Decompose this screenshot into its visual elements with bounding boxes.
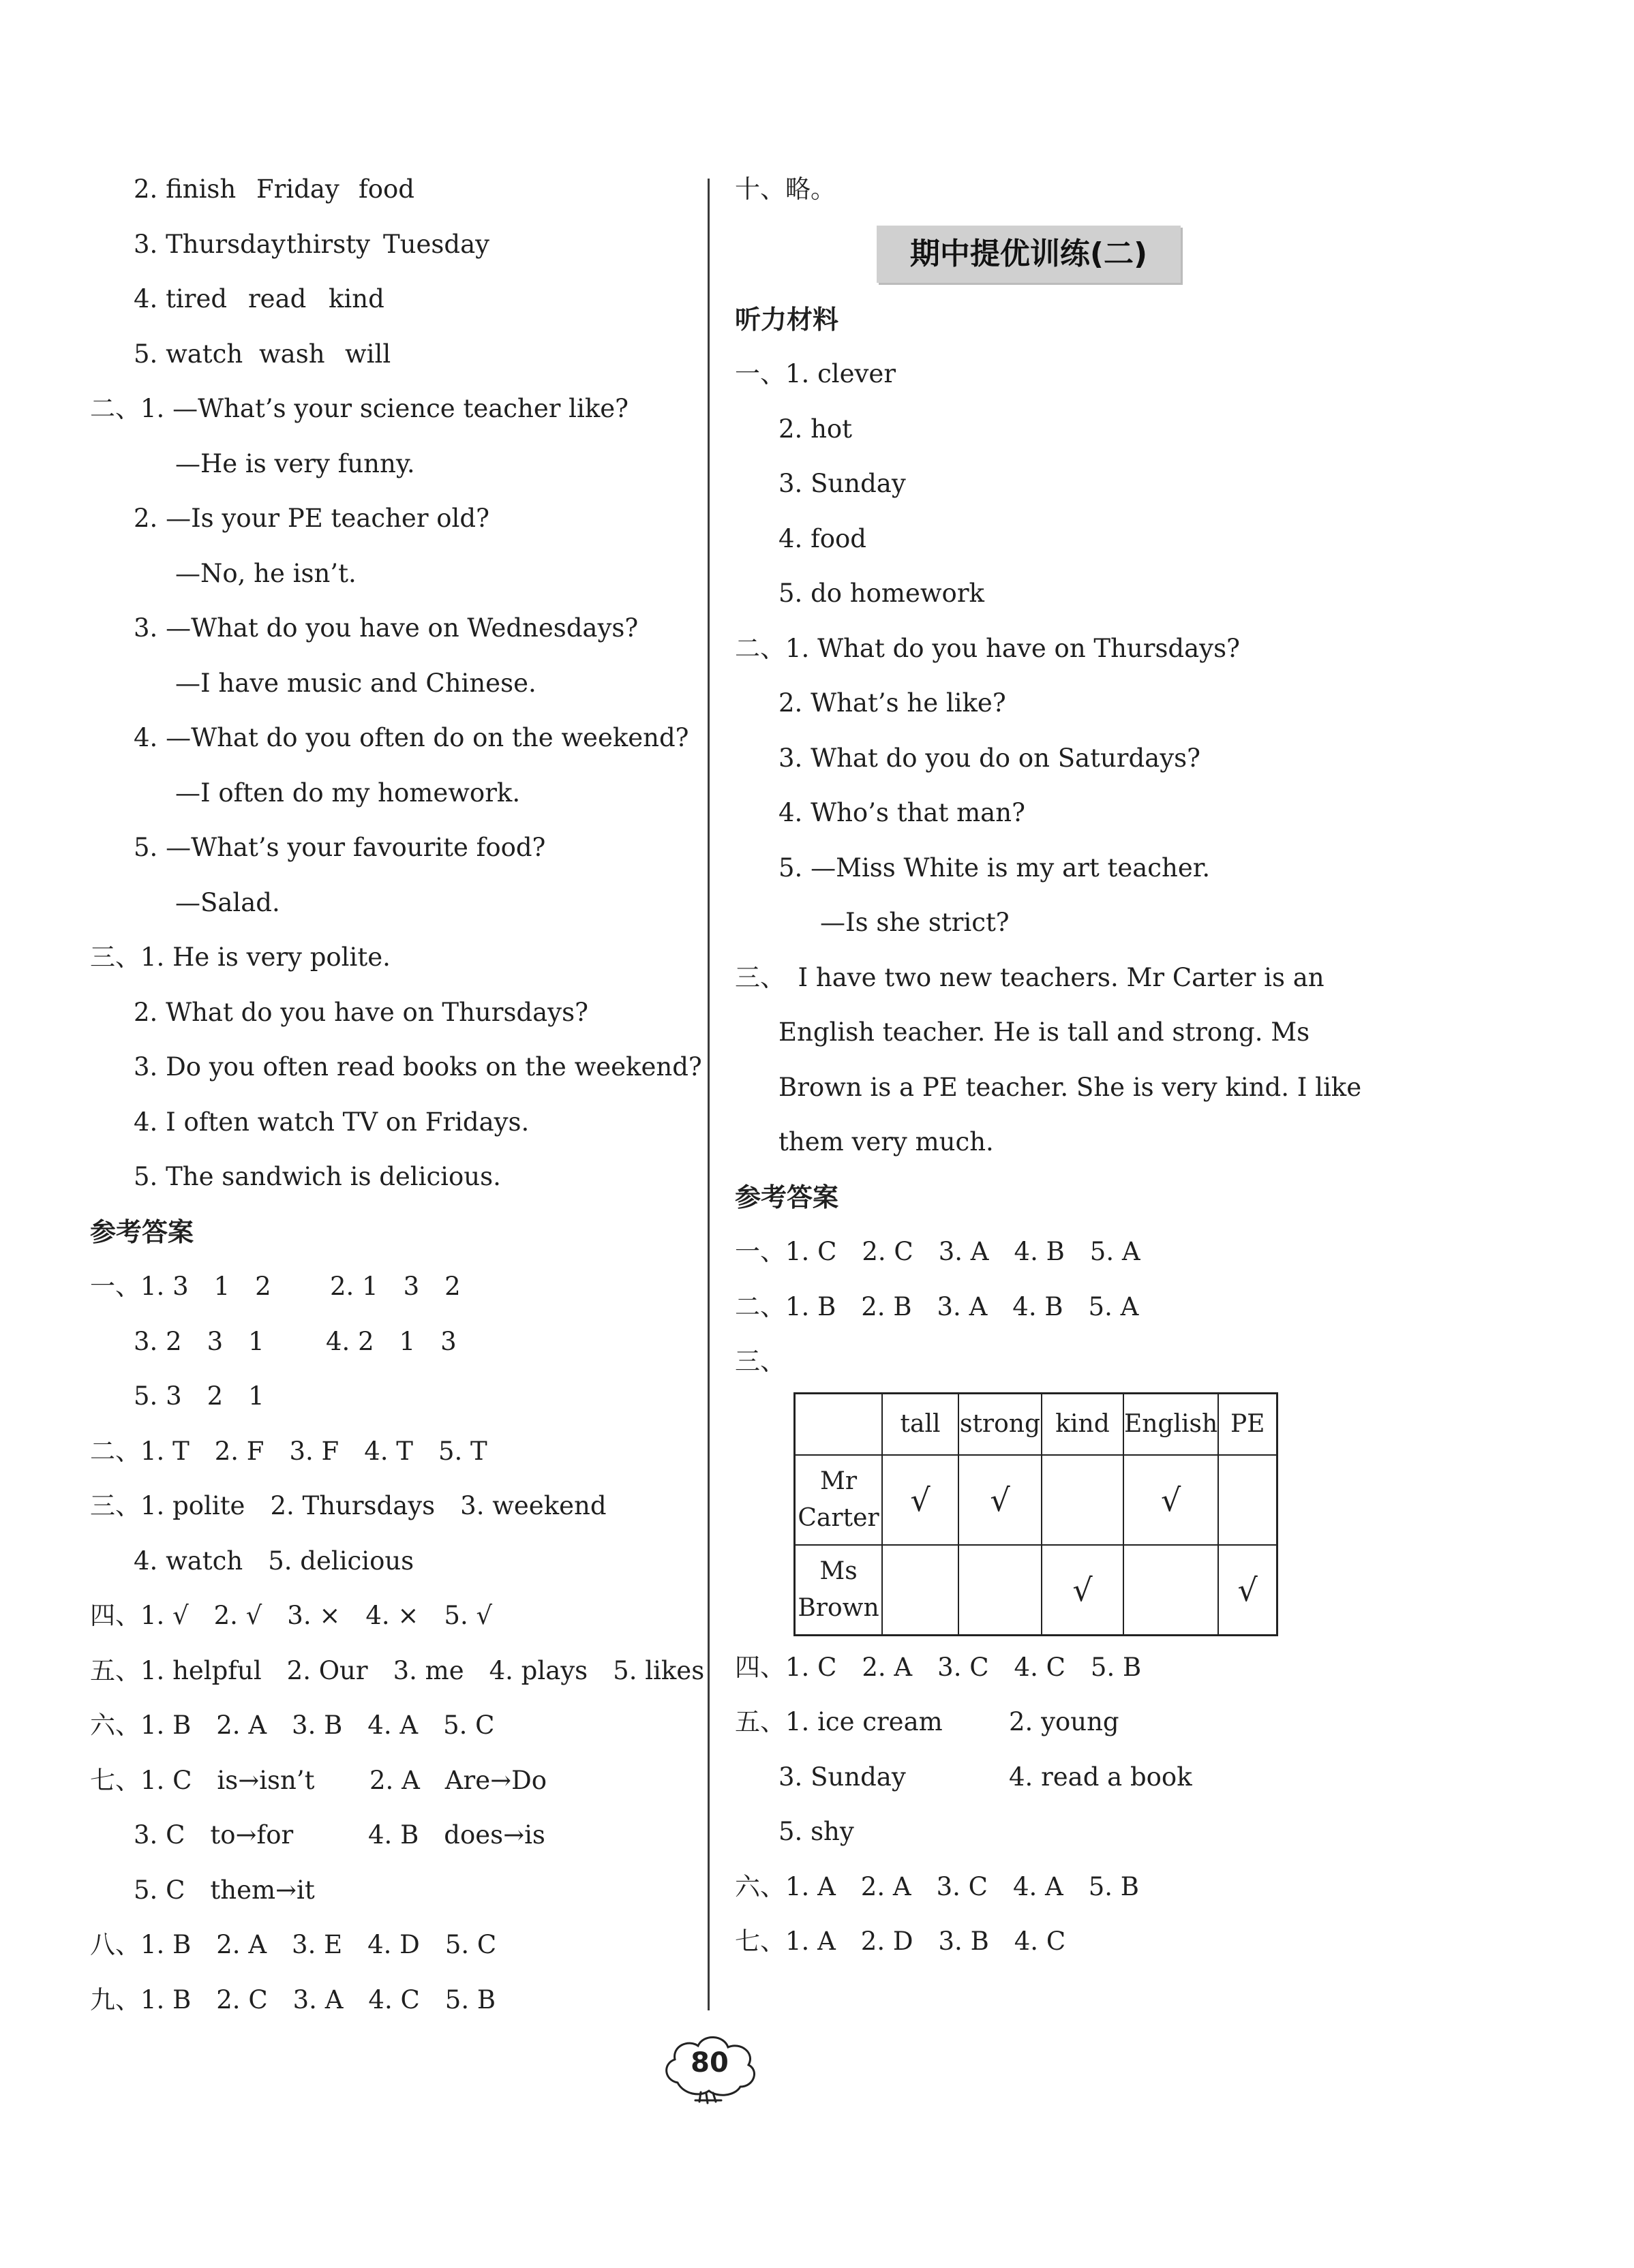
text-segment: 一、1. 3 1 2 xyxy=(90,1272,271,1301)
table-cell xyxy=(1123,1545,1218,1636)
table-row xyxy=(795,1455,1277,1545)
text-line: 4. —What do you often do on the weekend? xyxy=(134,723,689,752)
table-cell: √ xyxy=(882,1455,958,1545)
table-cell: √ xyxy=(1123,1455,1218,1545)
text-segment: wash xyxy=(259,339,325,369)
table-cell xyxy=(958,1545,1042,1636)
text-line: 四、1. √ 2. √ 3. × 4. × 5. √ xyxy=(90,1601,493,1630)
text-line: 4. watch 5. delicious xyxy=(134,1546,414,1576)
table-row-header xyxy=(795,1545,883,1636)
table-cell xyxy=(1042,1455,1123,1545)
text-line: 3. What do you do on Saturdays? xyxy=(778,743,1200,773)
text-line: 九、1. B 2. C 3. A 4. C 5. B xyxy=(90,1984,496,2014)
text-line xyxy=(90,1808,690,1863)
text-line: —I often do my homework. xyxy=(175,778,521,808)
column-divider xyxy=(708,179,710,2010)
text-segment: 3. Thursday xyxy=(134,229,286,259)
text-segment: 七、1. C is→isn’t xyxy=(90,1765,315,1795)
text-segment: read xyxy=(248,284,307,313)
table-header-cell: English xyxy=(1123,1393,1218,1455)
text-segment: 4. B does→is xyxy=(368,1820,545,1850)
table-cell: √ xyxy=(958,1455,1042,1545)
text-line: 5. do homework xyxy=(778,579,984,608)
table-header-cell: tall xyxy=(882,1393,958,1455)
row-name-line: Mr xyxy=(819,1467,858,1495)
text-line: 3. Sunday xyxy=(778,469,906,498)
text-segment: 3. 2 3 1 xyxy=(134,1326,264,1356)
text-line xyxy=(90,1259,690,1315)
text-line: 二、1. What do you have on Thursdays? xyxy=(735,633,1240,663)
text-line: 2. —Is your PE teacher old? xyxy=(134,504,489,533)
text-segment: 5. watch xyxy=(134,339,243,369)
text-line: 十、略。 xyxy=(735,174,836,204)
text-line: 八、1. B 2. A 3. E 4. D 5. C xyxy=(90,1930,497,1959)
text-line: —He is very funny. xyxy=(175,448,415,478)
table-header-cell: kind xyxy=(1042,1393,1123,1455)
text-line: 七、1. A 2. D 3. B 4. C xyxy=(735,1927,1066,1956)
text-line xyxy=(90,1315,690,1370)
table-cell xyxy=(882,1545,958,1636)
text-line: them very much. xyxy=(778,1127,994,1156)
text-segment: 4. tired xyxy=(134,284,228,313)
table-header-cell: PE xyxy=(1218,1393,1277,1455)
text-line: 三、1. polite 2. Thursdays 3. weekend xyxy=(90,1491,607,1520)
text-line: 4. food xyxy=(778,523,866,553)
text-line: 三、 I have two new teachers. Mr Carter is an xyxy=(735,962,1325,992)
text-line xyxy=(90,272,690,327)
text-segment: 4. read a book xyxy=(1009,1762,1192,1792)
text-line xyxy=(735,1750,1348,1805)
text-line: 3. Do you often read books on the weekend? xyxy=(134,1052,702,1082)
text-line: 2. hot xyxy=(778,414,853,444)
text-line: 一、1. clever xyxy=(735,359,896,388)
answer-table-wrap xyxy=(735,1392,1348,1636)
text-segment: Friday xyxy=(256,174,339,204)
row-name-line: Ms xyxy=(819,1557,858,1585)
text-line: 3. —What do you have on Wednesdays? xyxy=(134,613,639,643)
text-segment: 2. finish xyxy=(134,174,237,204)
table-cell: √ xyxy=(1042,1545,1123,1636)
text-line: 5. —What’s your favourite food? xyxy=(134,833,546,862)
text-line: 2. What’s he like? xyxy=(778,688,1006,718)
row-name-line: Brown xyxy=(798,1593,879,1622)
text-segment: 2. A Are→Do xyxy=(369,1765,547,1795)
text-line: 5. —Miss White is my art teacher. xyxy=(778,853,1211,883)
text-line: 三、 xyxy=(735,1347,785,1376)
text-line: Brown is a PE teacher. She is very kind. I like xyxy=(778,1072,1362,1102)
right-column xyxy=(735,162,1362,1970)
text-line: —I have music and Chinese. xyxy=(175,668,536,698)
text-segment: 3. Sunday xyxy=(778,1762,906,1792)
table-cell xyxy=(1218,1455,1277,1545)
text-line: 5. C them→it xyxy=(134,1875,315,1905)
text-line: 二、1. —What’s your science teacher like? xyxy=(90,394,629,423)
text-segment: Tuesday xyxy=(383,229,490,259)
answers-heading: 参考答案 xyxy=(735,1182,839,1212)
table-header-row xyxy=(795,1393,1277,1455)
text-line xyxy=(735,1695,1348,1750)
text-line xyxy=(90,1753,690,1809)
text-line: 一、1. C 2. C 3. A 4. B 5. A xyxy=(735,1237,1140,1266)
table-cell: √ xyxy=(1218,1545,1277,1636)
text-line: 二、1. T 2. F 3. F 4. T 5. T xyxy=(90,1436,487,1466)
text-line: 4. Who’s that man? xyxy=(778,798,1025,827)
text-segment: kind xyxy=(329,284,384,313)
text-segment: 五、1. ice cream xyxy=(735,1707,943,1736)
text-segment: 2. 1 3 2 xyxy=(330,1272,461,1301)
text-line: 三、1. He is very polite. xyxy=(90,943,391,972)
text-line: 二、1. B 2. B 3. A 4. B 5. A xyxy=(735,1291,1139,1321)
text-line: 2. What do you have on Thursdays? xyxy=(134,997,588,1027)
text-segment: 2. young xyxy=(1009,1707,1119,1736)
answer-table xyxy=(793,1392,1278,1636)
text-line: English teacher. He is tall and strong. Ms xyxy=(778,1017,1310,1047)
text-line: —No, he isn’t. xyxy=(175,558,357,588)
text-segment: will xyxy=(345,339,391,369)
text-line: 六、1. A 2. A 3. C 4. A 5. B xyxy=(735,1871,1139,1901)
text-segment: 3. C to→for xyxy=(134,1820,294,1850)
text-line: 五、1. helpful 2. Our 3. me 4. plays 5. likes xyxy=(90,1655,705,1685)
text-segment: food xyxy=(359,174,414,204)
listening-heading: 听力材料 xyxy=(735,304,839,335)
text-line: —Is she strict? xyxy=(820,908,1010,937)
text-line xyxy=(90,327,690,382)
text-line: 5. 3 2 1 xyxy=(134,1381,264,1411)
text-line: 六、1. B 2. A 3. B 4. A 5. C xyxy=(90,1711,495,1740)
row-name-line: Carter xyxy=(798,1503,879,1532)
section-title: 期中提优训练(二) xyxy=(877,226,1181,283)
text-line: 四、1. C 2. A 3. C 4. C 5. B xyxy=(735,1652,1142,1682)
text-segment: 4. 2 1 3 xyxy=(326,1326,457,1356)
text-line: 5. The sandwich is delicious. xyxy=(134,1162,501,1191)
text-segment: thirsty xyxy=(286,229,370,259)
table-row xyxy=(795,1545,1277,1636)
table-header-cell: strong xyxy=(958,1393,1042,1455)
answers-heading: 参考答案 xyxy=(90,1216,194,1247)
page-number: 80 xyxy=(691,2047,729,2079)
table-row-header xyxy=(795,1455,883,1545)
left-column xyxy=(90,162,705,2027)
text-line: —Salad. xyxy=(175,887,280,917)
text-line xyxy=(90,162,690,217)
text-line: 5. shy xyxy=(778,1817,854,1846)
text-line xyxy=(90,217,690,273)
table-corner-cell xyxy=(795,1393,883,1455)
text-line: 4. I often watch TV on Fridays. xyxy=(134,1107,530,1137)
